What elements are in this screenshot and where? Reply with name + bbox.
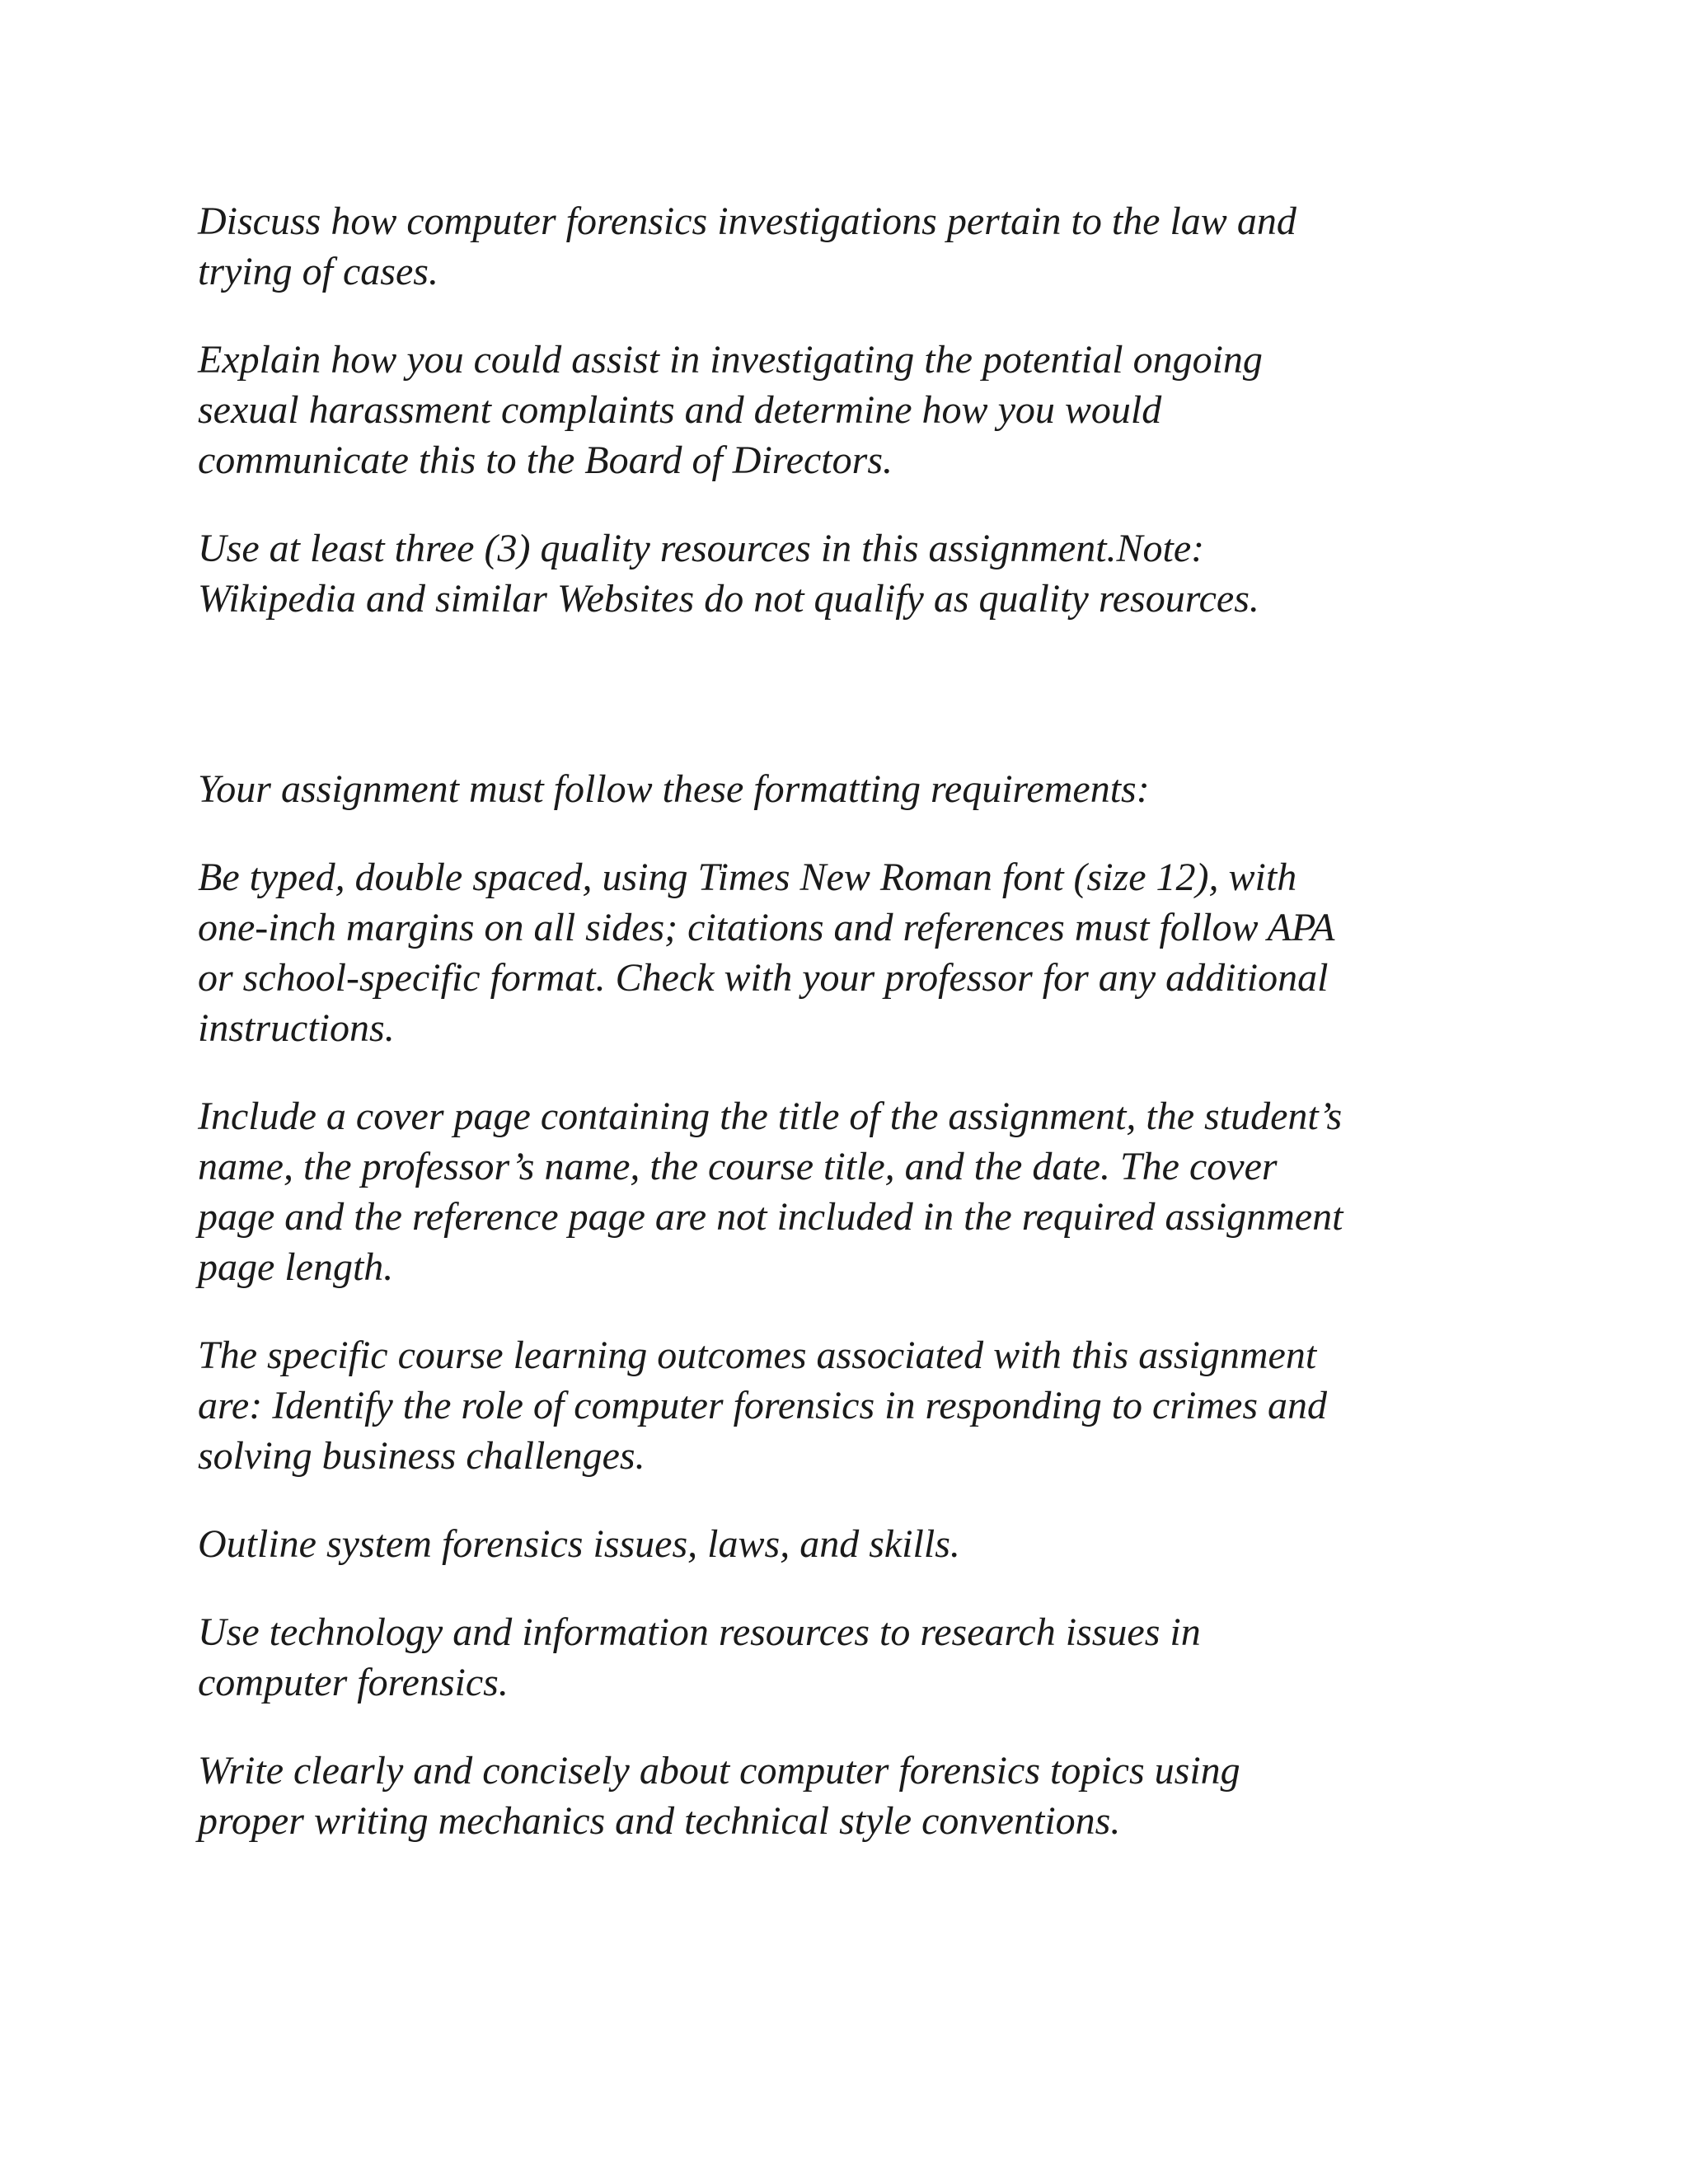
document-body [198, 196, 1500, 1846]
text-line: trying of cases. [198, 250, 438, 293]
text-line: Discuss how computer forensics investigations pertain to the law and [198, 199, 1296, 243]
paragraph-outline-issues [198, 1519, 1500, 1569]
paragraph-explain-investigation [198, 335, 1500, 485]
paragraph-learning-outcomes [198, 1330, 1500, 1481]
text-line: or school-specific format. Check with your professor for any additional [198, 956, 1329, 1000]
text-line: instructions. [198, 1006, 395, 1050]
paragraph-cover-page [198, 1091, 1500, 1292]
paragraph-use-technology [198, 1607, 1500, 1708]
text-line: name, the professor’s name, the course title, and the date. The cover [198, 1145, 1278, 1188]
text-line: Use technology and information resources to research issues in [198, 1610, 1201, 1654]
text-line: page length. [198, 1245, 394, 1289]
text-line: Include a cover page containing the title of the assignment, the student’s [198, 1094, 1343, 1138]
text-line: Write clearly and concisely about computer forensics topics using [198, 1749, 1240, 1793]
text-line: solving business challenges. [198, 1434, 645, 1478]
text-line: Use at least three (3) quality resources in this assignment.Note: [198, 527, 1205, 570]
text-line: The specific course learning outcomes associated with this assignment [198, 1333, 1317, 1377]
paragraph-write-clearly [198, 1746, 1500, 1846]
text-line: sexual harassment complaints and determine how you would [198, 388, 1162, 432]
paragraph-typing-requirements [198, 852, 1500, 1053]
text-line: Explain how you could assist in investigating the potential ongoing [198, 338, 1263, 382]
text-line: Your assignment must follow these formatting requirements: [198, 767, 1150, 811]
paragraph-discuss-forensics-law [198, 196, 1500, 297]
text-line: Outline system forensics issues, laws, and skills. [198, 1522, 960, 1566]
paragraph-quality-resources [198, 523, 1500, 624]
text-line: page and the reference page are not included in the required assignment [198, 1195, 1343, 1239]
text-line: communicate this to the Board of Directors. [198, 438, 893, 482]
text-line: one-inch margins on all sides; citations and references must follow APA [198, 906, 1335, 949]
text-line: are: Identify the role of computer forensics in responding to crimes and [198, 1384, 1327, 1427]
text-line: computer forensics. [198, 1661, 509, 1704]
text-line: proper writing mechanics and technical style conventions. [198, 1799, 1121, 1843]
text-line: Be typed, double spaced, using Times New Roman font (size 12), with [198, 855, 1297, 899]
text-line: Wikipedia and similar Websites do not qualify as quality resources. [198, 577, 1259, 621]
paragraph-formatting-heading [198, 764, 1500, 814]
